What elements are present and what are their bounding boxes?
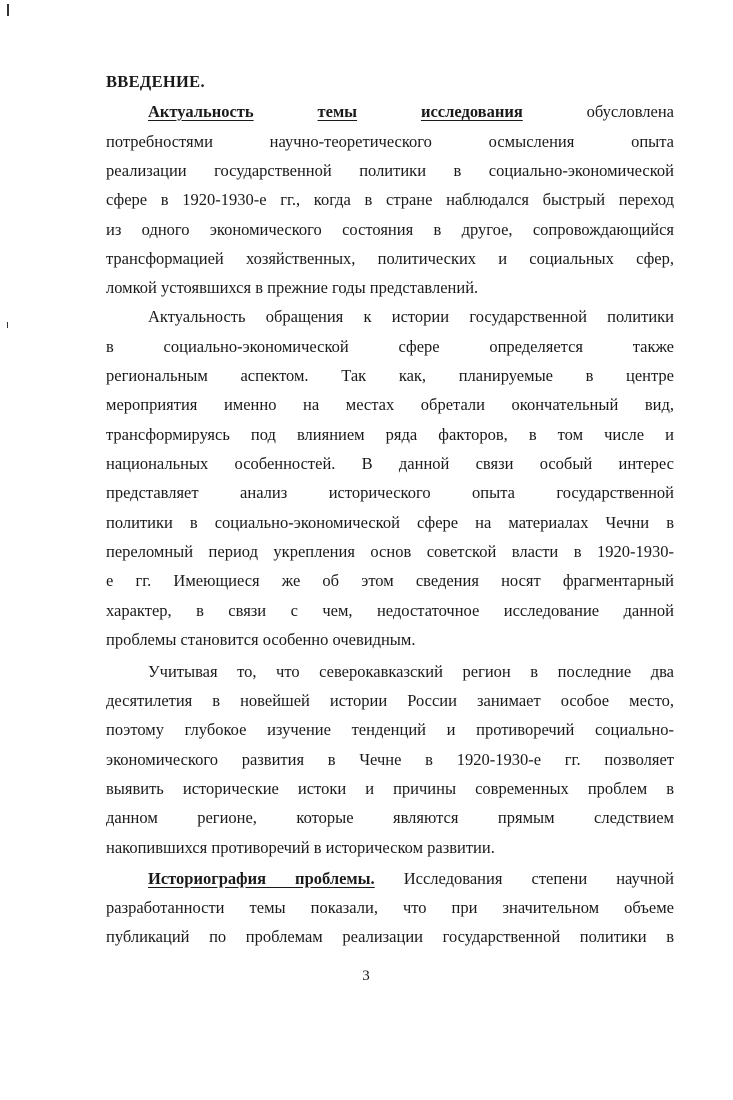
paragraph-line: разработанности темы показали, что при значительном объеме [106, 898, 674, 917]
paragraph-line: региональным аспектом. Так как, планируемые в центре [106, 366, 674, 385]
paragraph-line: потребностями научно-теоретического осмысления опыта [106, 132, 674, 151]
topic-relevance-title: Актуальность [148, 102, 254, 121]
paragraph-line: реализации государственной политики в социально-экономической [106, 161, 674, 180]
paragraph-line: поэтому глубокое изучение тенденций и противоречий социально- [106, 720, 674, 739]
paragraph-line: сфере в 1920-1930-е гг., когда в стране наблюдался быстрый переход [106, 190, 674, 209]
paragraph-line: переломный период укрепления основ советской власти в 1920-1930- [106, 542, 674, 561]
section-heading: ВВЕДЕНИЕ. [106, 72, 205, 91]
paragraph-line: трансформацией хозяйственных, политических и социальных сфер, [106, 249, 674, 268]
paragraph-line: десятилетия в новейшей истории России занимает особое место, [106, 691, 674, 710]
paragraph-line: характер, в связи с чем, недостаточное исследование данной [106, 601, 674, 620]
paragraph-line: выявить исторические истоки и причины современных проблем в [106, 779, 674, 798]
historiography-title: Историография проблемы. [148, 869, 375, 888]
paragraph-line: накопившихся противоречий в историческом развитии. [106, 838, 495, 857]
paragraph-line: мероприятия именно на местах обретали окончательный вид, [106, 395, 674, 414]
paragraph-line: Актуальность темы исследования обусловлена [148, 102, 674, 121]
paragraph-line: экономического развития в Чечне в 1920-1930-е гг. позволяет [106, 750, 674, 769]
paragraph-line: проблемы становится особенно очевидным. [106, 630, 416, 649]
paragraph-line: ломкой устоявшихся в прежние годы представлений. [106, 278, 479, 297]
paragraph-line: из одного экономического состояния в другое, сопровождающийся [106, 220, 674, 239]
paragraph-line: политики в социально-экономической сфере на материалах Чечни в [106, 513, 674, 532]
paragraph-line: национальных особенностей. В данной связи особый интерес [106, 454, 674, 473]
paragraph-line: трансформируясь под влиянием ряда факторов, в том числе и [106, 425, 674, 444]
paragraph-line: представляет анализ исторического опыта государственной [106, 483, 674, 502]
paragraph-line: Актуальность обращения к истории государственной политики [148, 307, 674, 326]
paragraph-line: Учитывая то, что северокавказский регион в последние два [148, 662, 674, 681]
paragraph-line: е гг. Имеющиеся же об этом сведения носят фрагментарный [106, 571, 674, 590]
scan-margin-mark [7, 322, 8, 328]
page-number: 3 [362, 968, 370, 984]
paragraph-line: данном регионе, которые являются прямым следствием [106, 808, 674, 827]
paragraph-line: в социально-экономической сфере определяется также [106, 337, 674, 356]
scan-margin-mark [7, 4, 9, 16]
paragraph-line: Историография проблемы. Исследования степени научной [148, 869, 674, 888]
paragraph-line: публикаций по проблемам реализации государственной политики в [106, 927, 674, 946]
